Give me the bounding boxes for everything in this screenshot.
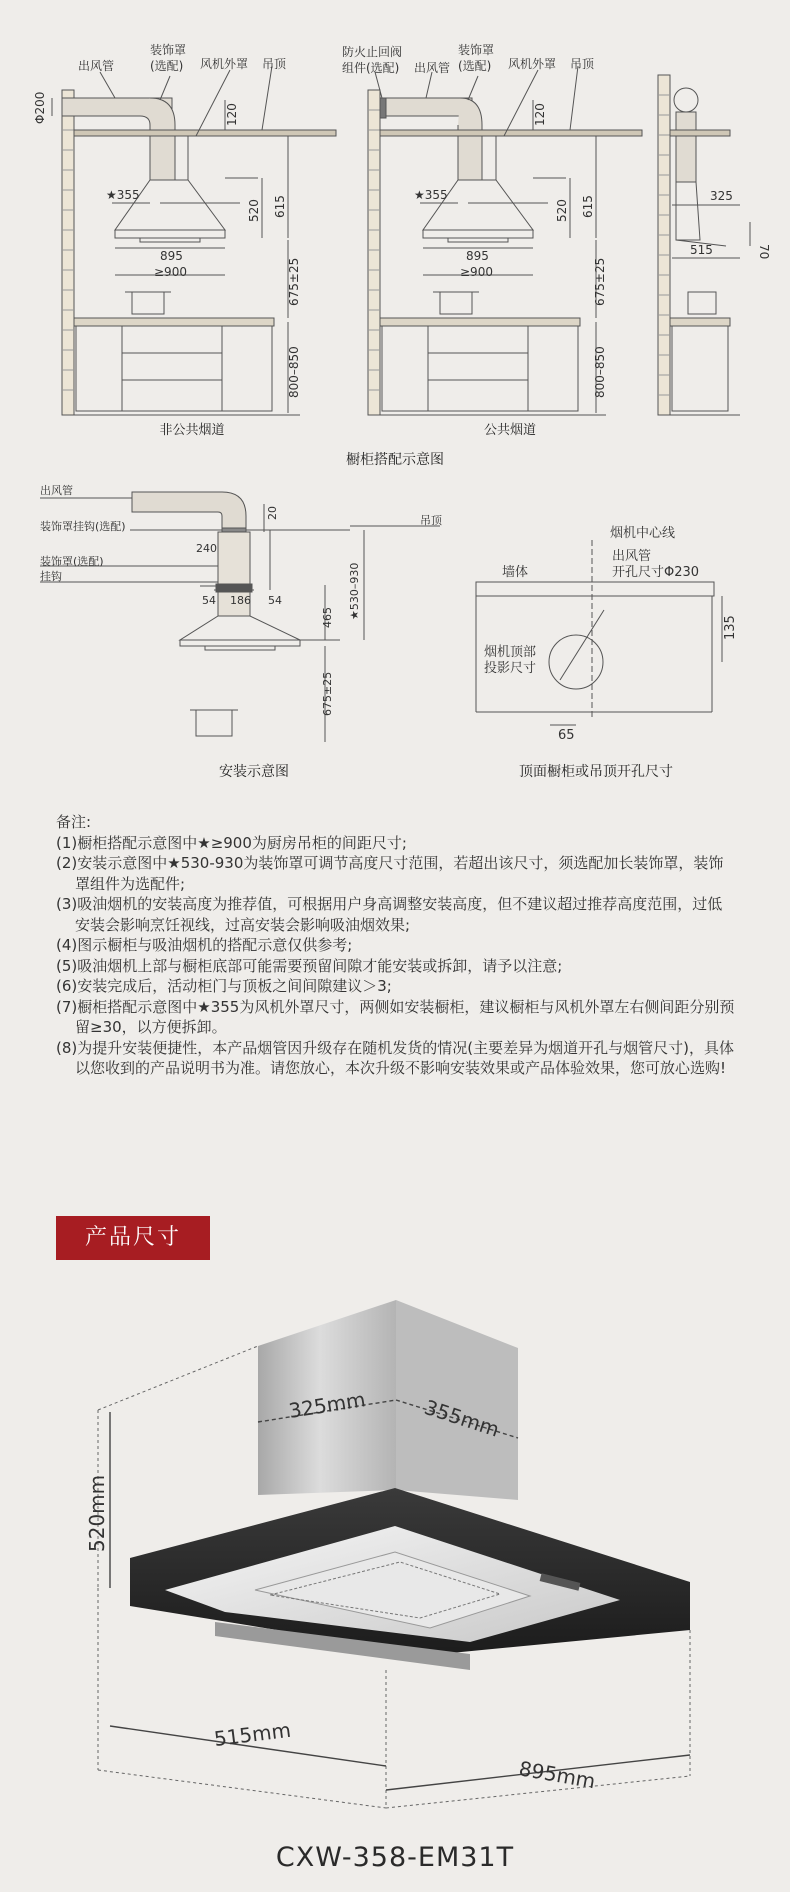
dim-520-mid: 520 [555,199,569,222]
label-hole-size: 开孔尺寸Φ230 [612,565,700,580]
label-install-ceiling: 吊顶 [420,514,442,527]
label-fire-valve-1: 防火止回阀 [342,45,403,59]
note-item: (1)橱柜搭配示意图中★≥900为厨房吊柜的间距尺寸; [56,833,407,852]
label-hook: 挂钩 [40,570,62,583]
label-wall: 墙体 [502,565,529,580]
label-deco-cover-left: 装饰罩 [150,43,187,57]
label-center-line: 烟机中心线 [610,526,676,541]
dim-530-930: ★530–930 [348,562,361,620]
note-item: (5)吸油烟机上部与橱柜底部可能需要预留间隙才能安装或拆卸，请予以注意; [56,956,563,975]
model-number: CXW-358-EM31T [275,1842,515,1873]
dim-355-left: ★355 [106,188,140,202]
label-ceiling-left: 吊顶 [262,57,287,71]
dim-520mm: 520mm [85,1474,109,1552]
label-deco-cover-mid: 装饰罩 [458,43,495,57]
label-outlet-pipe-mid: 出风管 [414,61,451,75]
dim-54-right: 54 [268,594,282,607]
dim-675-mid: 675±25 [593,257,607,306]
dim-355-mid: ★355 [414,188,448,202]
dim-70-right: 70 [757,244,771,260]
label-projection-1: 烟机顶部 [484,645,537,660]
dim-675-left: 675±25 [287,257,301,306]
dim-65: 65 [558,728,575,743]
label-deco-cover-optional: 装饰罩(选配) [40,555,104,568]
dim-800-mid: 800–850 [593,346,607,398]
dim-615-left: 615 [273,195,287,218]
dim-20: 20 [266,506,279,520]
cabinet-diagram-title: 橱柜搭配示意图 [346,452,444,468]
dim-895mm: 895mm [517,1756,598,1794]
note-item: (3)吸油烟机的安装高度为推荐值，可根据用户身高调整安装高度，但不建议超过推荐高度范围，过低安装会影响烹饪视线，过高安装会影响吸油烟效果; [56,895,723,934]
label-projection-2: 投影尺寸 [484,661,537,676]
note-item: (6)安装完成后，活动柜门与顶板之间间隙建议＞3; [56,977,392,995]
product-size-banner: 产品尺寸 [56,1216,210,1260]
note-item: (2)安装示意图中★530-930为装饰罩可调节高度尺寸范围，若超出该尺寸，须选配加长装饰罩，装饰罩组件为选配件; [56,854,724,893]
dim-186: 186 [230,594,251,607]
install-diagrams [0,480,790,790]
label-deco-optional-mid: (选配) [458,59,492,73]
dim-895-mid: 895 [466,249,489,263]
label-deco-hook-optional: 装饰罩挂钩(选配) [40,520,126,533]
dim-675-install: 675±25 [321,671,334,716]
dim-615-mid: 615 [581,195,595,218]
dim-54-left: 54 [202,594,216,607]
label-fan-cover-mid: 风机外罩 [508,57,557,71]
label-fire-valve-2: 组件(选配) [342,61,400,75]
dim-800-left: 800–850 [287,346,301,398]
notes-heading: 备注: [56,813,92,831]
dim-520-left: 520 [247,199,261,222]
range-hood-illustration [0,1290,790,1840]
dim-355mm: 355mm [421,1394,503,1442]
dim-515-right: 515 [690,243,713,257]
install-diagram-title: 安装示意图 [219,764,289,780]
label-outlet-pipe-left: 出风管 [78,59,115,73]
note-item: (7)橱柜搭配示意图中★355为风机外罩尺寸，两侧如安装橱柜，建议橱柜与风机外罩左右侧间距分别预留≥30，以方便拆卸。 [56,997,735,1036]
dim-120-mid: 120 [533,103,547,126]
dim-325-right: 325 [710,189,733,203]
dim-900-mid: ≥900 [460,265,493,279]
dim-325mm: 325mm [287,1387,367,1423]
dim-120-left: 120 [225,103,239,126]
label-phi200: Φ200 [33,91,47,124]
label-install-outlet-pipe: 出风管 [40,484,73,497]
label-fan-cover-left: 风机外罩 [200,57,249,71]
label-deco-optional-left: (选配) [150,59,184,73]
dim-515mm: 515mm [212,1717,293,1751]
dim-465: 465 [321,607,334,628]
note-item: (8)为提升安装便捷性，本产品烟管因升级存在随机发货的情况(主要差异为烟道开孔与烟管尺寸)，具体以您收到的产品说明书为准。请您放心，本次升级不影响安装效果或产品体验效果，您可放心选购! [56,1038,734,1077]
caption-non-public-flue: 非公共烟道 [159,423,225,438]
notes-section [56,812,736,1079]
label-ceiling-mid: 吊顶 [570,57,595,71]
caption-public-flue: 公共烟道 [483,423,537,438]
dim-895-left: 895 [160,249,183,263]
dim-900-left: ≥900 [154,265,187,279]
dim-135: 135 [723,615,738,640]
dim-240: 240 [196,542,217,555]
label-top-outlet-pipe: 出风管 [612,549,652,564]
cabinet-diagrams [0,0,790,480]
top-hole-diagram-title: 顶面橱柜或吊顶开孔尺寸 [519,764,673,780]
note-item: (4)图示橱柜与吸油烟机的搭配示意仅供参考; [56,936,353,954]
